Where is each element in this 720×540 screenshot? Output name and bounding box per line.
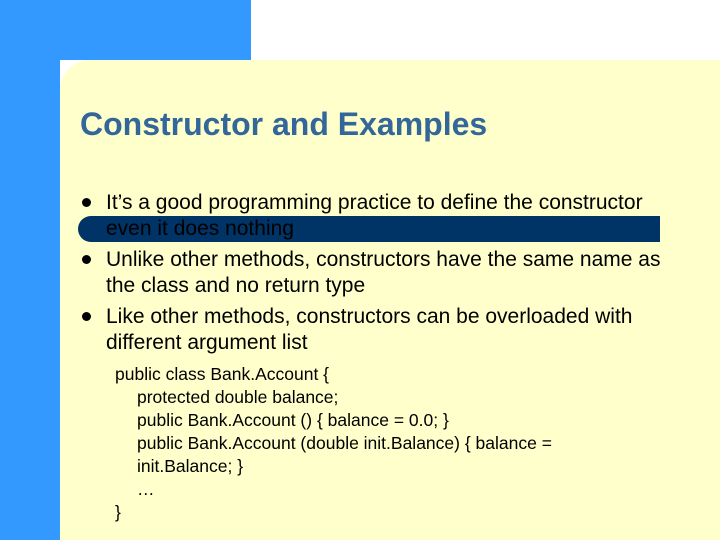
bullet-item (78, 247, 678, 299)
bullet-dot-icon (82, 198, 91, 207)
bullet-dot-icon (82, 255, 91, 264)
code-line: public class Bank.Account { (115, 364, 330, 384)
code-line: public Bank.Account () { balance = 0.0; } (137, 410, 449, 430)
code-line: protected double balance; (137, 387, 339, 407)
bullet-item (78, 304, 678, 356)
code-line: } (115, 502, 121, 522)
code-line: public Bank.Account (double init.Balance) { balance = init.Balance; } (137, 433, 552, 476)
bullet-item (78, 190, 678, 242)
bullet-text: It’s a good programming practice to define the constructor even it does nothing (106, 191, 643, 240)
bullet-list (78, 190, 678, 361)
accent-block-top (0, 0, 251, 60)
bullet-text: Like other methods, constructors can be overloaded with different argument list (106, 305, 633, 354)
code-example (115, 363, 675, 524)
accent-block-left (0, 60, 60, 540)
slide-title: Constructor and Examples (80, 106, 488, 142)
bullet-text: Unlike other methods, constructors have the same name as the class and no return type (106, 248, 661, 297)
bullet-dot-icon (82, 312, 91, 321)
code-line: … (137, 479, 155, 499)
